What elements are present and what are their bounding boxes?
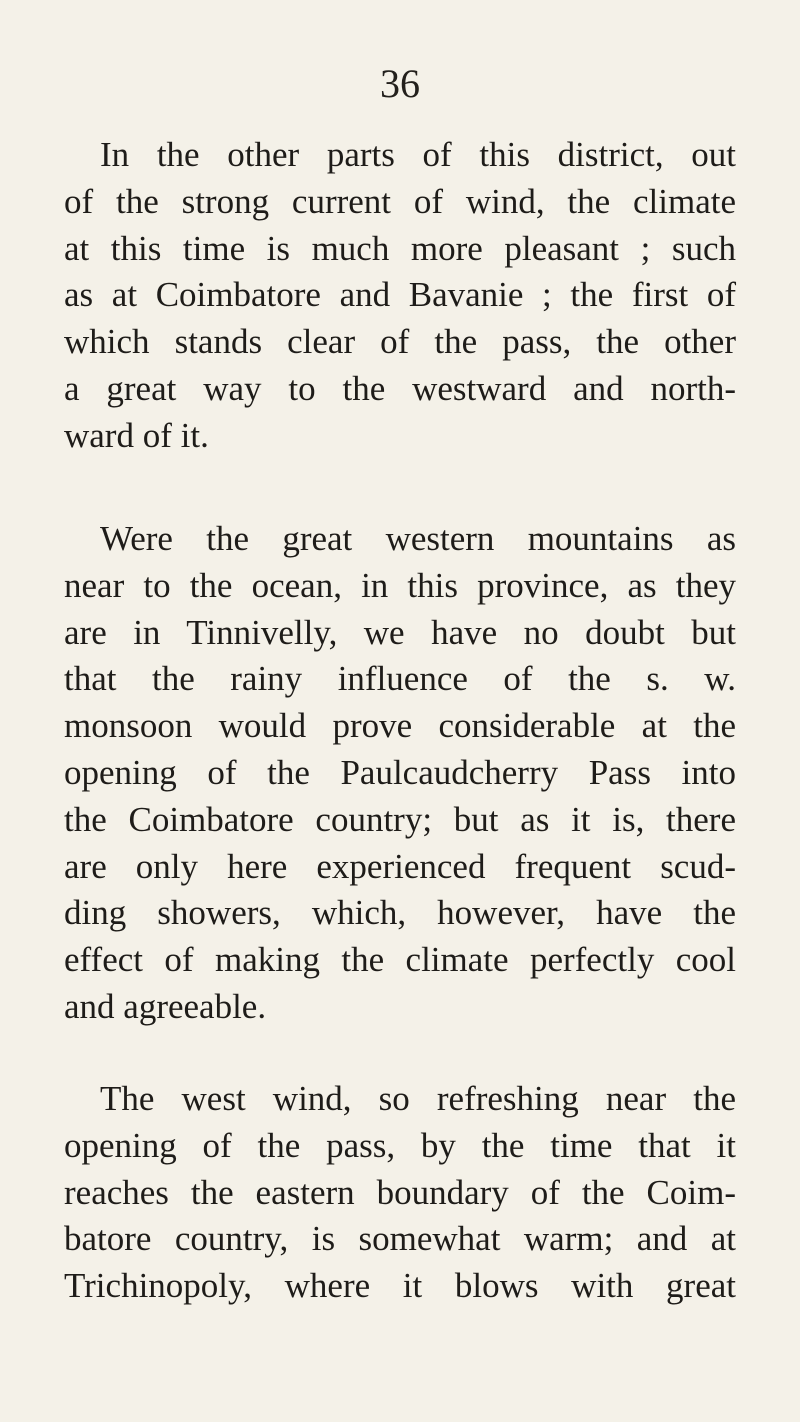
text-line: as at Coimbatore and Bavanie ; the first of: [64, 275, 736, 315]
text-line: opening of the Paulcaudcherry Pass into: [64, 752, 736, 792]
text-line: ward of it.: [64, 415, 209, 455]
text-line: opening of the pass, by the time that it: [64, 1125, 736, 1165]
paragraph-1: [64, 132, 736, 460]
text-line: near to the ocean, in this province, as they: [64, 565, 736, 605]
text-line: batore country, is somewhat warm; and at: [64, 1219, 736, 1259]
text-line: ding showers, which, however, have the: [64, 893, 736, 933]
text-line: and agreeable.: [64, 986, 267, 1026]
text-line: effect of making the climate perfectly cool: [64, 940, 736, 980]
text-line: that the rainy influence of the s. w.: [64, 659, 736, 699]
page-number: 36: [380, 61, 420, 106]
text-line: The west wind, so refreshing near the: [100, 1079, 736, 1118]
paragraph-3: [64, 1076, 736, 1310]
text-line: a great way to the westward and north-: [64, 368, 736, 408]
text-line: monsoon would prove considerable at the: [64, 706, 736, 746]
text-line: Trichinopoly, where it blows with great: [64, 1266, 736, 1306]
text-line: which stands clear of the pass, the other: [64, 322, 736, 362]
text-line: In the other parts of this district, out: [100, 135, 736, 174]
text-line: are in Tinnivelly, we have no doubt but: [64, 612, 736, 652]
paragraph-2: [64, 516, 736, 1031]
text-line: of the strong current of wind, the climate: [64, 181, 736, 221]
text-line: reaches the eastern boundary of the Coim-: [64, 1172, 736, 1212]
text-line: at this time is much more pleasant ; such: [64, 228, 736, 268]
text-line: are only here experienced frequent scud-: [64, 846, 736, 886]
text-line: Were the great western mountains as: [100, 519, 736, 558]
text-line: the Coimbatore country; but as it is, there: [64, 799, 736, 839]
